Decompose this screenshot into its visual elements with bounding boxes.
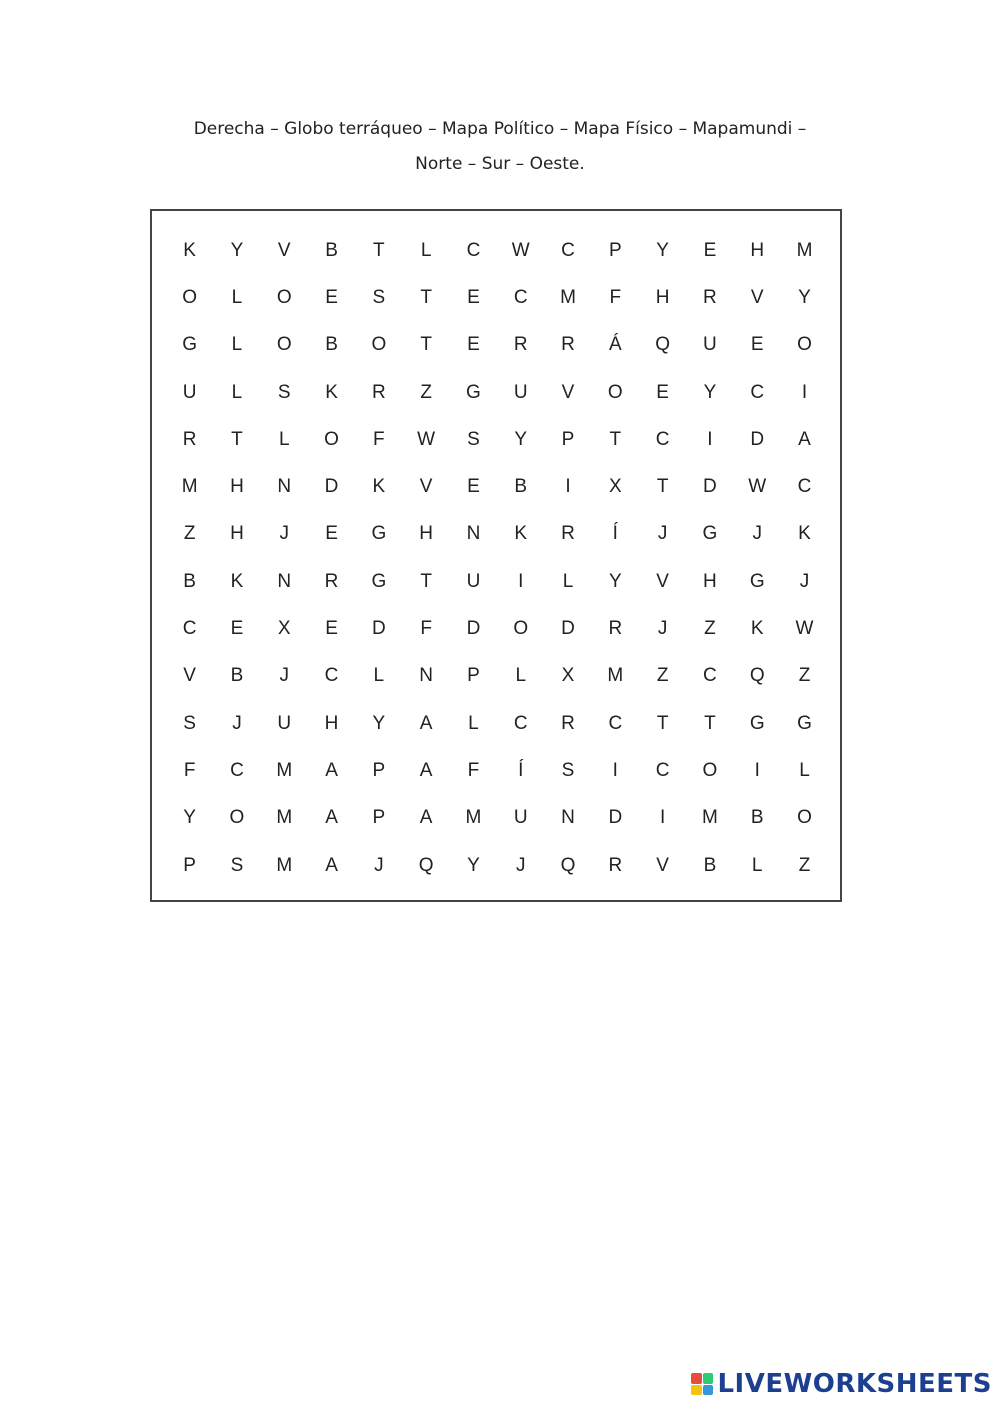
grid-cell[interactable]: H bbox=[750, 239, 765, 261]
grid-cell[interactable]: S bbox=[230, 854, 244, 876]
grid-cell[interactable]: E bbox=[325, 618, 338, 640]
grid-cell[interactable]: U bbox=[182, 381, 197, 403]
grid-cell[interactable]: K bbox=[372, 476, 386, 498]
grid-cell[interactable]: G bbox=[749, 570, 765, 592]
grid-cell[interactable]: A bbox=[419, 712, 433, 734]
grid-cell[interactable]: O bbox=[797, 334, 812, 356]
logo-text: LIVEWORKSHEETS bbox=[717, 1369, 992, 1399]
grid-cell[interactable]: D bbox=[750, 428, 765, 450]
grid-cell[interactable]: A bbox=[325, 807, 338, 829]
grid-cell[interactable]: O bbox=[324, 428, 339, 450]
grid-cell[interactable]: Y bbox=[372, 712, 386, 734]
grid-cell[interactable]: H bbox=[324, 712, 339, 734]
grid-cell[interactable]: A bbox=[419, 759, 433, 781]
grid-cell[interactable]: S bbox=[561, 759, 575, 781]
grid-cell[interactable]: A bbox=[325, 854, 338, 876]
grid-cell[interactable]: V bbox=[561, 381, 575, 403]
grid-cell[interactable]: T bbox=[704, 712, 716, 734]
grid-cell[interactable]: U bbox=[277, 712, 292, 734]
grid-cell[interactable]: W bbox=[511, 239, 530, 261]
grid-cell[interactable]: T bbox=[420, 334, 432, 356]
grid-cell[interactable]: R bbox=[561, 523, 575, 545]
grid-cell[interactable]: J bbox=[279, 523, 289, 545]
grid-cell[interactable]: M bbox=[276, 807, 293, 829]
grid-cell[interactable]: P bbox=[467, 665, 480, 687]
grid-cell[interactable]: C bbox=[655, 428, 670, 450]
logo-square bbox=[691, 1373, 702, 1384]
logo-square bbox=[703, 1373, 714, 1384]
grid-cell[interactable]: C bbox=[513, 712, 528, 734]
grid-cell[interactable]: I bbox=[518, 570, 524, 592]
grid-cell[interactable]: B bbox=[514, 476, 528, 498]
word-search-grid bbox=[166, 227, 828, 889]
grid-cell[interactable]: E bbox=[325, 523, 338, 545]
grid-cell[interactable]: M bbox=[607, 665, 624, 687]
grid-cell[interactable]: C bbox=[324, 665, 339, 687]
grid-cell[interactable]: O bbox=[229, 807, 245, 829]
grid-cell[interactable]: I bbox=[707, 428, 713, 450]
grid-cell[interactable]: D bbox=[466, 618, 481, 640]
grid-cell[interactable]: X bbox=[277, 618, 291, 640]
grid-cell[interactable]: L bbox=[751, 854, 763, 876]
grid-cell[interactable]: C bbox=[703, 665, 717, 687]
grid-cell[interactable]: V bbox=[656, 854, 669, 876]
word-list-line-1: Derecha – Globo terráqueo – Mapa Político – Mapa Físico – Mapamundi – bbox=[193, 119, 807, 139]
grid-cell[interactable]: B bbox=[230, 665, 244, 687]
grid-cell[interactable]: Z bbox=[704, 618, 716, 640]
grid-cell[interactable]: R bbox=[182, 428, 197, 450]
grid-cell[interactable]: L bbox=[231, 381, 243, 403]
grid-cell[interactable]: M bbox=[181, 476, 198, 498]
grid-cell[interactable]: N bbox=[277, 476, 292, 498]
grid-cell[interactable]: V bbox=[656, 570, 669, 592]
grid-cell[interactable]: J bbox=[232, 712, 242, 734]
grid-cell[interactable]: P bbox=[183, 854, 196, 876]
grid-cell[interactable]: Y bbox=[467, 854, 480, 876]
grid-cell[interactable]: G bbox=[702, 523, 718, 545]
grid-cell[interactable]: R bbox=[608, 854, 623, 876]
grid-cell[interactable]: K bbox=[183, 239, 196, 261]
grid-cell[interactable]: M bbox=[702, 807, 718, 829]
grid-cell[interactable]: V bbox=[183, 665, 196, 687]
grid-cell[interactable]: X bbox=[561, 665, 575, 687]
grid-cell[interactable]: F bbox=[420, 618, 432, 640]
grid-cell[interactable]: K bbox=[230, 570, 244, 592]
grid-cell[interactable]: C bbox=[561, 239, 575, 261]
grid-cell[interactable]: J bbox=[799, 570, 810, 592]
grid-cell[interactable]: N bbox=[466, 523, 481, 545]
grid-cell[interactable]: B bbox=[183, 570, 196, 592]
grid-cell[interactable]: T bbox=[656, 476, 669, 498]
grid-cell[interactable]: E bbox=[656, 381, 669, 403]
grid-cell[interactable]: Z bbox=[798, 665, 811, 687]
grid-cell[interactable]: T bbox=[420, 286, 432, 308]
word-search-box bbox=[150, 209, 842, 902]
grid-cell[interactable]: D bbox=[371, 618, 386, 640]
grid-cell[interactable]: T bbox=[420, 570, 432, 592]
grid-cell[interactable]: R bbox=[561, 712, 575, 734]
grid-cell[interactable]: L bbox=[278, 428, 290, 450]
grid-cell[interactable]: N bbox=[277, 570, 292, 592]
grid-cell[interactable]: L bbox=[468, 712, 479, 734]
grid-cell[interactable]: Y bbox=[703, 381, 717, 403]
grid-cell[interactable]: R bbox=[371, 381, 386, 403]
grid-cell[interactable]: O bbox=[276, 334, 292, 356]
grid-cell[interactable]: T bbox=[656, 712, 669, 734]
grid-cell[interactable]: H bbox=[230, 476, 244, 498]
grid-cell[interactable]: T bbox=[373, 239, 385, 261]
grid-cell[interactable]: B bbox=[750, 807, 764, 829]
grid-cell[interactable]: O bbox=[797, 807, 812, 829]
grid-cell[interactable]: U bbox=[513, 807, 528, 829]
grid-cell[interactable]: P bbox=[608, 239, 622, 261]
grid-cell[interactable]: S bbox=[277, 381, 291, 403]
grid-cell[interactable]: D bbox=[703, 476, 717, 498]
grid-cell[interactable]: Y bbox=[798, 286, 811, 308]
grid-cell[interactable]: Z bbox=[183, 523, 196, 545]
grid-cell[interactable]: C bbox=[182, 618, 197, 640]
grid-cell[interactable]: D bbox=[561, 618, 575, 640]
grid-cell[interactable]: Í bbox=[518, 759, 524, 781]
grid-cell[interactable]: K bbox=[750, 618, 764, 640]
grid-cell[interactable]: S bbox=[372, 286, 386, 308]
grid-cell[interactable]: M bbox=[560, 286, 576, 308]
grid-cell[interactable]: I bbox=[754, 759, 760, 781]
grid-cell[interactable]: L bbox=[515, 665, 527, 687]
grid-cell[interactable]: C bbox=[230, 759, 244, 781]
grid-cell[interactable]: K bbox=[514, 523, 528, 545]
grid-cell[interactable]: L bbox=[231, 286, 243, 308]
grid-cell[interactable]: C bbox=[466, 239, 481, 261]
grid-cell[interactable]: C bbox=[797, 476, 812, 498]
grid-cell[interactable]: P bbox=[561, 428, 575, 450]
grid-cell[interactable]: L bbox=[373, 665, 385, 687]
grid-cell[interactable]: A bbox=[798, 428, 811, 450]
grid-cell[interactable]: J bbox=[752, 523, 762, 545]
grid-cell[interactable]: D bbox=[608, 807, 623, 829]
grid-cell[interactable]: F bbox=[467, 759, 480, 781]
grid-cell[interactable]: V bbox=[419, 476, 433, 498]
grid-cell[interactable]: J bbox=[515, 854, 526, 876]
grid-cell[interactable]: N bbox=[561, 807, 575, 829]
grid-cell[interactable]: Y bbox=[230, 239, 244, 261]
grid-cell[interactable]: D bbox=[324, 476, 339, 498]
grid-cell[interactable]: E bbox=[750, 334, 764, 356]
grid-cell[interactable]: I bbox=[801, 381, 808, 403]
grid-cell[interactable]: C bbox=[750, 381, 765, 403]
grid-cell[interactable]: J bbox=[279, 665, 289, 687]
liveworksheets-logo-icon bbox=[691, 1373, 713, 1395]
grid-cell[interactable]: R bbox=[561, 334, 575, 356]
grid-cell[interactable]: G bbox=[466, 381, 481, 403]
grid-cell[interactable]: T bbox=[609, 428, 622, 450]
grid-cell[interactable]: Y bbox=[656, 239, 669, 261]
grid-cell[interactable]: P bbox=[372, 759, 386, 781]
grid-cell[interactable]: I bbox=[659, 807, 666, 829]
grid-cell[interactable]: Á bbox=[608, 334, 622, 356]
grid-cell[interactable]: H bbox=[230, 523, 244, 545]
grid-cell[interactable]: L bbox=[799, 759, 810, 781]
grid-cell[interactable]: G bbox=[371, 523, 387, 545]
grid-cell[interactable]: C bbox=[513, 286, 528, 308]
grid-cell[interactable]: I bbox=[565, 476, 571, 498]
logo-square bbox=[691, 1385, 702, 1396]
grid-cell[interactable]: C bbox=[608, 712, 623, 734]
grid-cell[interactable]: W bbox=[417, 428, 436, 450]
grid-cell[interactable]: V bbox=[277, 239, 291, 261]
grid-cell[interactable]: E bbox=[703, 239, 717, 261]
grid-cell[interactable]: L bbox=[562, 570, 574, 592]
grid-cell[interactable]: Z bbox=[798, 854, 811, 876]
grid-cell[interactable]: E bbox=[467, 286, 480, 308]
grid-cell[interactable]: B bbox=[325, 334, 338, 356]
grid-cell[interactable]: R bbox=[513, 334, 528, 356]
grid-cell[interactable]: W bbox=[795, 618, 814, 640]
grid-cell[interactable]: Q bbox=[418, 854, 434, 876]
grid-cell[interactable]: M bbox=[465, 807, 482, 829]
grid-cell[interactable]: H bbox=[655, 286, 670, 308]
grid-cell[interactable]: Y bbox=[514, 428, 528, 450]
grid-cell[interactable]: F bbox=[183, 759, 196, 781]
grid-cell[interactable]: X bbox=[608, 476, 622, 498]
grid-cell[interactable]: U bbox=[466, 570, 481, 592]
grid-cell[interactable]: P bbox=[372, 807, 386, 829]
grid-cell[interactable]: M bbox=[276, 854, 293, 876]
grid-cell[interactable]: G bbox=[749, 712, 765, 734]
grid-cell[interactable]: F bbox=[373, 428, 385, 450]
grid-cell[interactable]: K bbox=[325, 381, 338, 403]
grid-cell[interactable]: Q bbox=[749, 665, 765, 687]
grid-cell[interactable]: C bbox=[655, 759, 670, 781]
grid-cell[interactable]: J bbox=[657, 523, 668, 545]
grid-cell[interactable]: R bbox=[703, 286, 717, 308]
liveworksheets-logo bbox=[691, 1369, 992, 1399]
grid-cell[interactable]: O bbox=[513, 618, 529, 640]
grid-cell[interactable]: O bbox=[182, 286, 198, 308]
grid-cell[interactable]: W bbox=[748, 476, 767, 498]
grid-cell[interactable]: U bbox=[703, 334, 717, 356]
grid-cell[interactable]: Z bbox=[656, 665, 669, 687]
grid-cell[interactable]: R bbox=[324, 570, 339, 592]
logo-square bbox=[703, 1385, 714, 1396]
grid-cell[interactable]: M bbox=[276, 759, 293, 781]
grid-cell[interactable]: Y bbox=[608, 570, 622, 592]
grid-cell[interactable]: L bbox=[420, 239, 432, 261]
grid-cell[interactable]: O bbox=[276, 286, 292, 308]
grid-cell[interactable]: J bbox=[374, 854, 384, 876]
grid-cell[interactable]: O bbox=[702, 759, 718, 781]
grid-cell[interactable]: S bbox=[183, 712, 196, 734]
grid-cell[interactable]: I bbox=[612, 759, 618, 781]
grid-cell[interactable]: G bbox=[797, 712, 812, 734]
grid-cell[interactable]: G bbox=[371, 570, 387, 592]
word-list bbox=[0, 112, 1000, 182]
grid-cell[interactable]: A bbox=[325, 759, 338, 781]
word-list-line-2: Norte – Sur – Oeste. bbox=[415, 154, 585, 174]
grid-cell[interactable]: H bbox=[419, 523, 433, 545]
grid-cell[interactable]: Í bbox=[612, 523, 618, 545]
grid-cell[interactable]: L bbox=[231, 334, 243, 356]
grid-cell[interactable]: V bbox=[750, 286, 764, 308]
grid-cell[interactable]: B bbox=[703, 854, 717, 876]
grid-cell[interactable]: Q bbox=[560, 854, 576, 876]
grid-cell[interactable]: E bbox=[230, 618, 244, 640]
grid-cell[interactable]: Q bbox=[655, 334, 670, 356]
grid-cell[interactable]: U bbox=[513, 381, 528, 403]
grid-cell[interactable]: O bbox=[607, 381, 623, 403]
grid-cell[interactable]: E bbox=[467, 334, 480, 356]
grid-cell[interactable]: J bbox=[657, 618, 668, 640]
grid-cell[interactable]: M bbox=[796, 239, 813, 261]
grid-cell[interactable]: R bbox=[608, 618, 623, 640]
grid-cell[interactable]: E bbox=[467, 476, 480, 498]
grid-cell[interactable]: F bbox=[609, 286, 622, 308]
grid-cell[interactable]: A bbox=[419, 807, 433, 829]
grid-cell[interactable]: E bbox=[325, 286, 338, 308]
grid-cell[interactable]: O bbox=[371, 334, 387, 356]
grid-cell[interactable]: Z bbox=[420, 381, 432, 403]
grid-cell[interactable]: B bbox=[325, 239, 338, 261]
grid-cell[interactable]: K bbox=[798, 523, 811, 545]
grid-cell[interactable]: N bbox=[419, 665, 433, 687]
grid-cell[interactable]: G bbox=[182, 334, 198, 356]
grid-cell[interactable]: Y bbox=[183, 807, 196, 829]
grid-cell[interactable]: T bbox=[231, 428, 243, 450]
grid-cell[interactable]: H bbox=[703, 570, 717, 592]
grid-cell[interactable]: S bbox=[467, 428, 480, 450]
